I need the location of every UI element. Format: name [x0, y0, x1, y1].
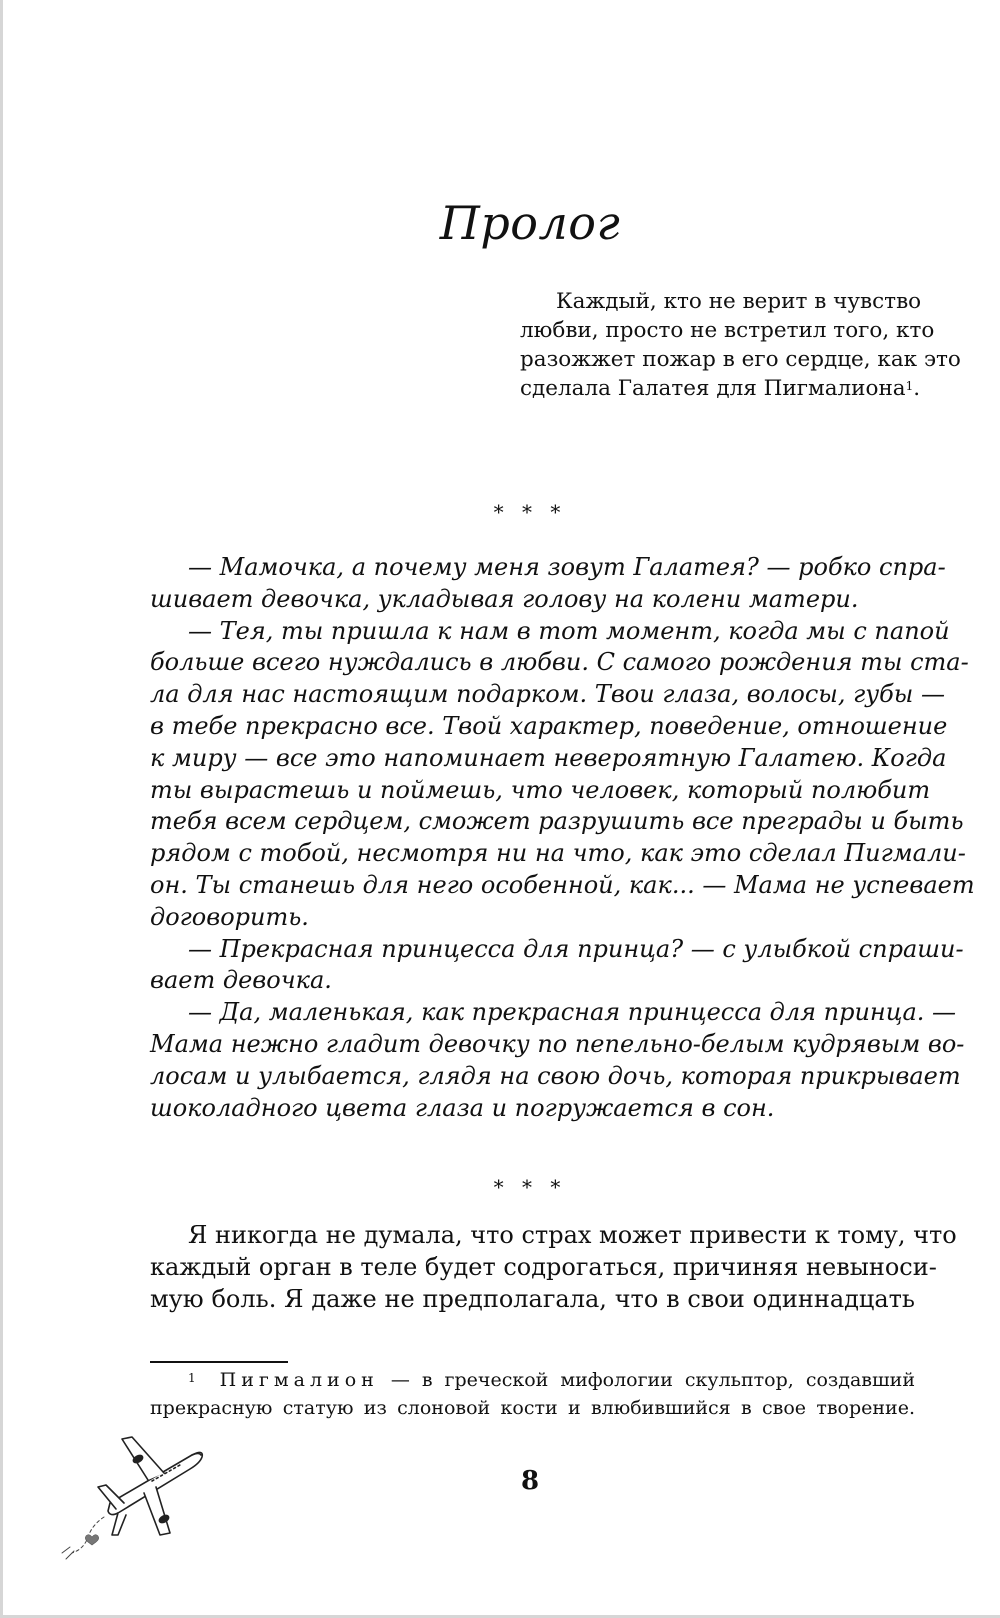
dialogue-line: шивает девочка, укладывая голову на колени матери. [150, 584, 859, 613]
dialogue-line: ла для нас настоящим подарком. Твои глаза, волосы, губы — [150, 680, 945, 709]
dialogue-line: договорить. [150, 902, 309, 931]
dialogue-line: он. Ты станешь для него особенной, как... — Мама не успевает [150, 870, 975, 899]
dialogue-line: ты вырастешь и поймешь, что человек, который полюбит [150, 775, 931, 804]
narration-line: каждый орган в теле будет содрогаться, причиняя невыноси- [150, 1252, 937, 1281]
dialogue-line: к миру — все это напоминает невероятную Галатею. Когда [150, 743, 947, 772]
dialogue-line: — Мамочка, а почему меня зовут Галатея? — робко спра- [188, 553, 946, 581]
dialogue-line: — Прекрасная принцесса для принца? — с улыбкой спраши- [188, 934, 964, 963]
page-number: 8 [520, 1466, 540, 1496]
footnote-divider [150, 1361, 288, 1363]
footnote-line: прекрасную статую из слоновой кости и влюбившийся в свое творение. [150, 1397, 915, 1419]
dialogue-line: рядом с тобой, несмотря ни на что, как это сделал Пигмали- [150, 839, 966, 868]
epigraph [520, 287, 961, 403]
footnote [150, 1366, 915, 1422]
dialogue-line: больше всего нуждались в любви. С самого рождения ты ста- [150, 648, 969, 677]
footnote-number: 1 [188, 1371, 196, 1385]
epigraph-line: любви, просто не встретил того, кто [520, 318, 935, 343]
dialogue-section [150, 552, 975, 1124]
dialogue-line: лосам и улыбается, глядя на свою дочь, которая прикрывает [150, 1061, 961, 1090]
airplane-icon [52, 1425, 222, 1565]
epigraph-line-last: сделала Галатея для Пигмалиона$^1$. [520, 376, 921, 401]
dialogue-line: вает девочка. [150, 966, 332, 995]
dialogue-line: тебя всем сердцем, сможет разрушить все преграды и быть [150, 807, 964, 836]
section-separator: * * * [493, 500, 567, 524]
epigraph-line: Каждый, кто не верит в чувство [556, 289, 922, 314]
chapter-title: Пролог [439, 196, 621, 250]
narration-section [150, 1220, 957, 1315]
footnote-reference[interactable]: 1 [905, 379, 914, 393]
footnote-term: Пигмалион [219, 1369, 379, 1391]
dialogue-line: в тебе прекрасно все. Твой характер, поведение, отношение [150, 711, 948, 740]
dialogue-line: — Тея, ты пришла к нам в тот момент, когда мы с папой [188, 616, 950, 645]
epigraph-line: разожжет пожар в его сердце, как это [520, 347, 961, 372]
narration-line: Я никогда не думала, что страх может привести к тому, что [188, 1221, 957, 1249]
dialogue-line: — Да, маленькая, как прекрасная принцесса для принца. — [188, 998, 957, 1027]
footnote-line [150, 1366, 915, 1394]
dialogue-line: Мама нежно гладит девочку по пепельно-белым кудрявым во- [150, 1029, 965, 1058]
narration-line: мую боль. Я даже не предполагала, что в свои одиннадцать [150, 1284, 915, 1313]
epigraph-line-text: сделала Галатея для Пигмалиона [520, 376, 906, 401]
section-separator: * * * [493, 1175, 567, 1199]
dialogue-line: шоколадного цвета глаза и погружается в сон. [150, 1093, 775, 1122]
footnote-text: — в греческой мифологии скульптор, создавший [378, 1369, 915, 1391]
